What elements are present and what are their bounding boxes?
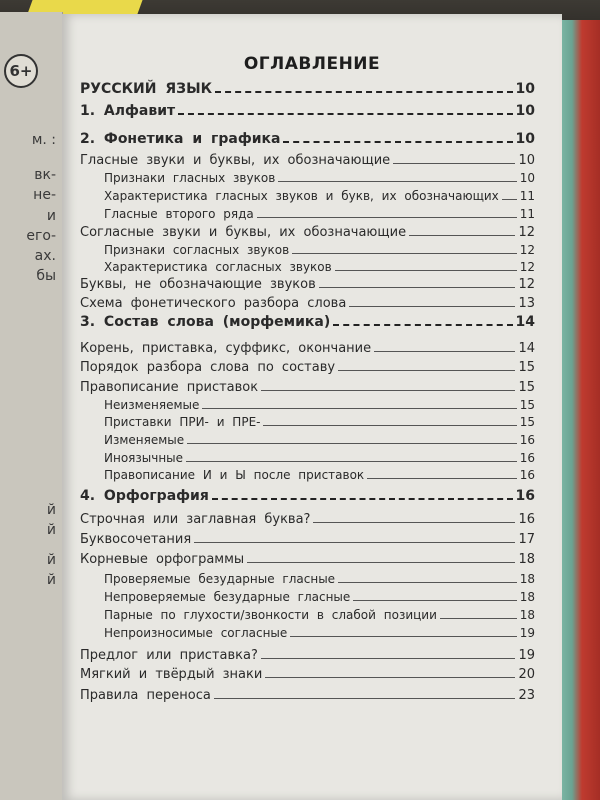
toc-page-number: 10 (519, 171, 535, 185)
toc-leader-line (283, 141, 512, 143)
toc-entry-title: Правописание И и Ы после приставок (104, 468, 365, 482)
toc-entry-title: Непроизносимые согласные (104, 626, 288, 640)
toc-entry (80, 512, 535, 527)
toc-page-number: 16 (518, 512, 535, 527)
toc-leader-line (353, 600, 516, 601)
toc-leader-line (261, 390, 515, 391)
toc-page-number: 12 (518, 277, 535, 292)
toc-entry (104, 207, 535, 221)
toc-section-heading (80, 488, 535, 504)
toc-entry (80, 360, 535, 375)
toc-entry (80, 341, 535, 356)
left-text-fragment: вк- (34, 167, 56, 183)
toc-leader-line (215, 91, 512, 93)
toc-page-number: 16 (515, 488, 535, 504)
toc-leader-line (178, 113, 512, 115)
toc-leader-line (338, 582, 517, 583)
toc-leader-line (278, 181, 516, 182)
toc-entry-title: Мягкий и твёрдый знаки (80, 667, 263, 682)
toc-page-number: 15 (519, 398, 535, 412)
toc-leader-line (292, 253, 517, 254)
toc-entry-title: Непроверяемые безударные гласные (104, 590, 351, 604)
toc-leader-line (202, 408, 516, 409)
toc-page-number: 11 (519, 207, 535, 221)
toc-leader-line (349, 306, 515, 307)
toc-entry-title: Гласные звуки и буквы, их обозначающие (80, 153, 391, 168)
toc-page-number: 14 (518, 341, 535, 356)
toc-page-number: 14 (515, 314, 535, 330)
toc-entry (104, 260, 535, 274)
toc-entry-title: 1. Алфавит (80, 103, 176, 119)
toc-page-number: 12 (519, 243, 535, 257)
toc-leader-line (374, 351, 515, 352)
toc-entry-title: Признаки гласных звуков (104, 171, 276, 185)
toc-page-number: 16 (519, 451, 535, 465)
left-text-fragment: й (46, 502, 56, 518)
toc-entry (80, 532, 535, 547)
toc-entry-title: Порядок разбора слова по составу (80, 360, 336, 375)
toc-page-number: 18 (519, 590, 535, 604)
toc-entry-title: 4. Орфография (80, 488, 209, 504)
toc-entry (104, 451, 535, 465)
toc-leader-line (257, 217, 517, 218)
toc-leader-line (290, 636, 516, 637)
page-title: ОГЛАВЛЕНИЕ (243, 54, 381, 74)
toc-page-number: 10 (518, 153, 535, 168)
toc-entry-title: 2. Фонетика и графика (80, 131, 281, 147)
toc-entry-title: Приставки ПРИ- и ПРЕ- (104, 415, 261, 429)
toc-leader-line (263, 425, 516, 426)
toc-entry-title: 3. Состав слова (морфемика) (80, 314, 331, 330)
toc-page-number: 16 (519, 468, 535, 482)
toc-entry (104, 189, 535, 203)
toc-entry-title: Схема фонетического разбора слова (80, 296, 347, 311)
left-text-fragment: й (46, 552, 56, 568)
toc-entry-title: Корневые орфограммы (80, 552, 245, 567)
toc-leader-line (186, 461, 517, 462)
toc-entry-title: Признаки согласных звуков (104, 243, 290, 257)
toc-leader-line (247, 562, 515, 563)
toc-page-number: 16 (519, 433, 535, 447)
toc-page-number: 15 (519, 415, 535, 429)
toc-entry-title: РУССКИЙ ЯЗЫК (80, 81, 213, 97)
toc-leader-line (261, 658, 516, 659)
toc-leader-line (319, 287, 516, 288)
toc-page (62, 14, 562, 800)
toc-entry (104, 468, 535, 482)
toc-page-number: 12 (519, 260, 535, 274)
toc-entry (104, 572, 535, 586)
toc-entry-title: Характеристика гласных звуков и букв, их обозначающих (104, 189, 499, 203)
toc-page-number: 10 (515, 81, 535, 97)
toc-entry-title: Иноязычные (104, 451, 184, 465)
toc-leader-line (187, 443, 517, 444)
toc-entry-title: Буквы, не обозначающие звуков (80, 277, 316, 292)
left-text-fragment: не- (33, 187, 56, 203)
toc-entry (80, 380, 535, 395)
toc-entry-title: Правила переноса (80, 688, 211, 703)
toc-entry (80, 277, 535, 292)
left-text-fragment: м. : (31, 132, 56, 148)
toc-section-heading (80, 131, 535, 147)
toc-leader-line (502, 199, 517, 200)
left-text-fragment: и (46, 208, 56, 224)
toc-leader-line (333, 324, 512, 326)
toc-entry-title: Корень, приставка, суффикс, окончание (80, 341, 372, 356)
toc-page-number: 23 (518, 688, 535, 703)
toc-page-number: 19 (519, 626, 535, 640)
toc-entry (80, 688, 535, 703)
toc-entry (104, 433, 535, 447)
toc-leader-line (440, 618, 517, 619)
toc-leader-line (367, 478, 517, 479)
toc-entry-title: Гласные второго ряда (104, 207, 254, 221)
toc-leader-line (194, 542, 515, 543)
left-text-fragment: бы (36, 268, 56, 284)
toc-entry (80, 648, 535, 663)
toc-page-number: 20 (518, 667, 535, 682)
toc-page-number: 15 (518, 360, 535, 375)
toc-page-number: 18 (519, 572, 535, 586)
left-text-fragment: ах. (34, 248, 56, 264)
toc-leader-line (313, 522, 515, 523)
toc-leader-line (212, 498, 513, 500)
toc-page-number: 10 (515, 103, 535, 119)
toc-page-number: 10 (515, 131, 535, 147)
toc-entry (104, 590, 535, 604)
left-page (0, 12, 63, 800)
toc-entry-title: Парные по глухости/звонкости в слабой позиции (104, 608, 437, 622)
toc-page-number: 17 (518, 532, 535, 547)
left-text-fragment: его- (26, 228, 56, 244)
toc-entry (80, 225, 535, 240)
toc-leader-line (409, 235, 515, 236)
toc-entry-title: Буквосочетания (80, 532, 192, 547)
toc-entry-title: Правописание приставок (80, 380, 259, 395)
toc-section-heading (80, 103, 535, 119)
toc-entry (104, 398, 535, 412)
toc-leader-line (214, 698, 516, 699)
toc-entry-title: Предлог или приставка? (80, 648, 258, 663)
toc-entry-title: Характеристика согласных звуков (104, 260, 332, 274)
toc-leader-line (393, 163, 515, 164)
age-rating-badge: 6+ (4, 54, 38, 88)
toc-page-number: 13 (518, 296, 535, 311)
toc-page-number: 18 (518, 552, 535, 567)
left-text-fragment: й (46, 572, 56, 588)
toc-entry (80, 153, 535, 168)
toc-section-heading (80, 314, 535, 330)
toc-entry-title: Неизменяемые (104, 398, 200, 412)
toc-leader-line (338, 370, 515, 371)
toc-entry-title: Согласные звуки и буквы, их обозначающие (80, 225, 407, 240)
toc-page-number: 12 (518, 225, 535, 240)
toc-section-heading (80, 81, 535, 97)
toc-page-number: 15 (518, 380, 535, 395)
toc-entry (104, 171, 535, 185)
toc-entry (80, 296, 535, 311)
toc-entry (104, 626, 535, 640)
left-text-fragment: й (46, 522, 56, 538)
toc-entry (104, 415, 535, 429)
toc-entry (104, 243, 535, 257)
toc-leader-line (335, 270, 517, 271)
toc-entry-title: Проверяемые безударные гласные (104, 572, 336, 586)
toc-entry-title: Изменяемые (104, 433, 185, 447)
toc-page-number: 11 (519, 189, 535, 203)
toc-leader-line (265, 677, 515, 678)
toc-entry-title: Строчная или заглавная буква? (80, 512, 311, 527)
toc-entry (80, 667, 535, 682)
toc-entry (104, 608, 535, 622)
toc-page-number: 19 (518, 648, 535, 663)
book-edge (560, 20, 600, 800)
toc-page-number: 18 (519, 608, 535, 622)
toc-entry (80, 552, 535, 567)
